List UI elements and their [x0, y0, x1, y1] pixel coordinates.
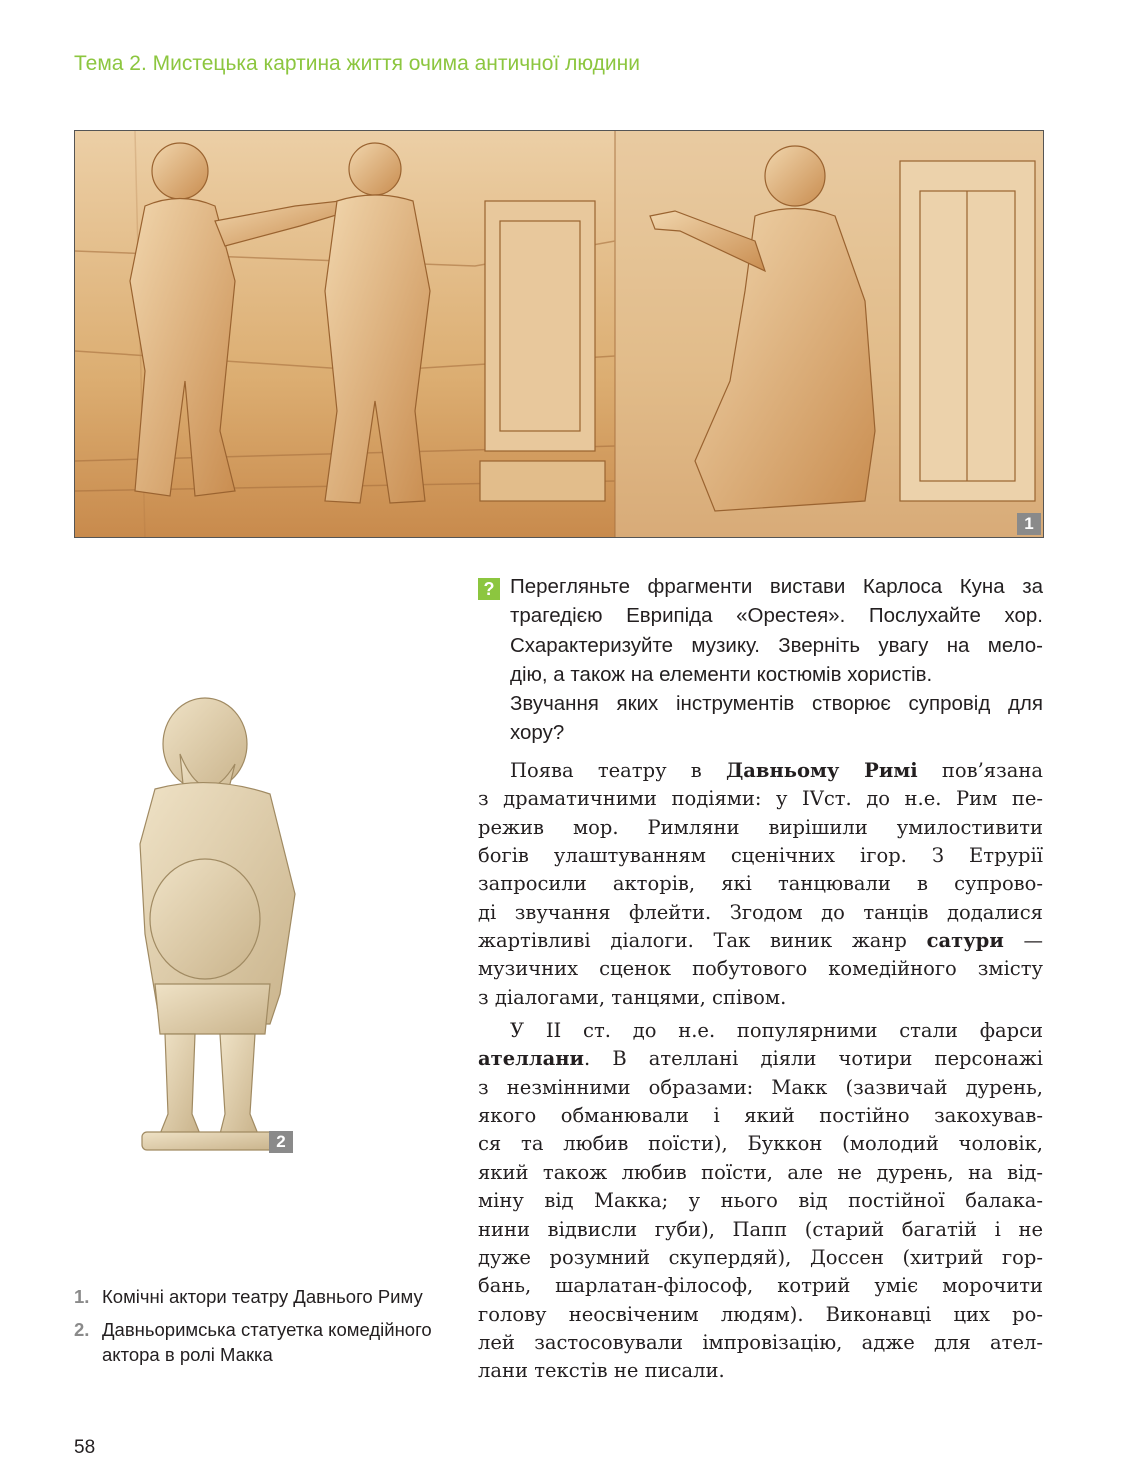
relief-photo — [74, 130, 1044, 538]
figure-captions — [74, 1284, 434, 1375]
section-header: Тема 2. Мистецька картина життя очима античної людини — [74, 52, 640, 75]
paragraph-2-line: міну від Макка; у нього від постійної балака- — [478, 1189, 1043, 1213]
caption-2 — [74, 1317, 434, 1367]
question-block — [510, 572, 1043, 748]
paragraph-2-line: лани текстів не писали. — [478, 1359, 725, 1383]
paragraph-2-line: який також любив поїсти, але не дурень, на від- — [478, 1160, 1043, 1184]
paragraph-1-line: Поява театру в Давньому Римі пов’язана — [510, 759, 1043, 782]
paragraph-2-line: голову неосвіченим людям). Виконавці цих ро- — [478, 1302, 1043, 1326]
question-line: трагедією Еврипіда «Орестея». Послухайте хор. — [510, 604, 1043, 628]
statuette-image — [120, 694, 300, 1154]
paragraph-1-line: режив мор. Римляни вирішили умилостивити — [478, 815, 1043, 839]
question-line: хору? — [510, 721, 565, 745]
question-line: Звучання яких інструментів створює супровід для — [510, 692, 1043, 716]
question-mark-icon: ? — [478, 578, 500, 600]
paragraph-1-line: жартівливі діалоги. Так виник жанр сатури — — [478, 929, 1043, 953]
paragraph-1-line: запросили акторів, які танцювали в супрово- — [478, 872, 1043, 896]
caption-number: 1. — [74, 1286, 90, 1307]
relief-image — [75, 131, 1044, 538]
paragraph-1-line: з діалогами, танцями, співом. — [478, 985, 787, 1009]
figure-1-badge: 1 — [1017, 513, 1041, 535]
paragraph-1-line: з драматичними подіями: у IVст. до н.е. Рим пе- — [478, 787, 1043, 811]
paragraph-1-line: музичних сценок побутового комедійного змісту — [478, 957, 1043, 981]
paragraph-2-line: дуже розумний скупердяй), Доссен (хитрий гор- — [478, 1245, 1043, 1269]
page-number: 58 — [74, 1437, 96, 1458]
paragraph-2-line: У II ст. до н.е. популярними стали фарси — [510, 1019, 1043, 1043]
paragraph-1-line: ді звучання флейти. Згодом до танців додалися — [478, 900, 1043, 924]
caption-number: 2. — [74, 1319, 90, 1340]
paragraph-1-line: богів улаштуванням сценічних ігор. З Етрурії — [478, 844, 1043, 868]
paragraph-2-line: якого обманювали і який постійно закохував- — [478, 1104, 1043, 1128]
paragraph-2-line: бань, шарлатан-філософ, котрий уміє морочити — [478, 1274, 1043, 1298]
question-line: Перегляньте фрагменти вистави Карлоса Куна за — [510, 575, 1043, 598]
figure-2-badge: 2 — [269, 1131, 293, 1153]
paragraph-2-line: лей застосовували імпровізацію, адже для ател- — [478, 1330, 1043, 1354]
paragraph-2-line: ся та любив поїсти), Буккон (молодий чоловік, — [478, 1132, 1043, 1156]
question-line: Схарактеризуйте музику. Зверніть увагу на мело- — [510, 633, 1043, 657]
paragraph-2-line: з незмінними образами: Макк (зазвичай дурень, — [478, 1075, 1043, 1099]
caption-text: Комічні актори театру Давнього Риму — [102, 1286, 423, 1307]
paragraph-2-line: ателлани. В ателлані діяли чотири персонажі — [478, 1047, 1043, 1071]
statuette-photo — [120, 694, 300, 1154]
caption-1 — [74, 1284, 434, 1309]
paragraph-2-line: нини відвисли губи), Папп (старий багатій і не — [478, 1217, 1043, 1241]
body-text — [478, 757, 1043, 1386]
caption-text: Давньоримська статуетка комедійного актора в ролі Макка — [102, 1319, 432, 1365]
question-line: дію, а також на елементи костюмів хористів. — [510, 662, 933, 686]
